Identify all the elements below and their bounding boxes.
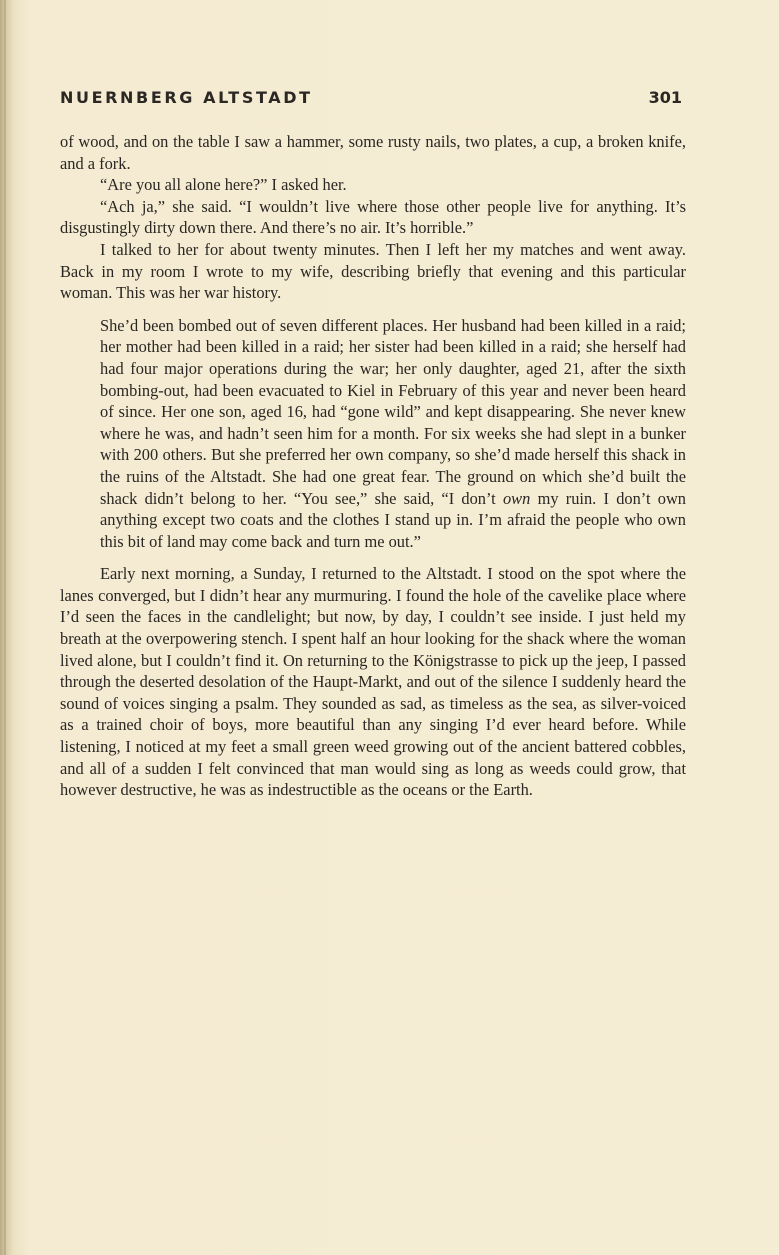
paragraph: I talked to her for about twenty minutes. Then I left her my matches and went away. Back in my room I wrote to my wife, describing briefly that evening and this particular woman. This was her war history. [60,239,686,303]
paragraph: “Ach ja,” she said. “I wouldn’t live where those other people live for anything. It’s disgustingly dirty down there. And there’s no air. It’s horrible.” [60,196,686,238]
quote-text: She’d been bombed out of seven different places. Her husband had been killed in a raid; her mother had been killed in a raid; her sister had been killed in a raid; she herself had had four major operations during the war; her only daughter, aged 21, after the sixth bombing-out, had been evacuated to Kiel in February of this year and never been heard of since. Her one son, aged 16, had “gone wild” and kept disappearing. She never knew where he was, and hadn’t seen him for a month. For six weeks she had slept in a bunker with 200 others. But she preferred her own company, so she’d made herself this shack in the ruins of the Altstadt. She had one great fear. The ground on which she’d built the shack didn’t belong to her. “You see,” she said, “I don’t [100,315,686,508]
page-header [60,88,682,114]
page-gutter-edge [4,0,6,1255]
body-text [60,131,686,801]
paragraph: “Are you all alone here?” I asked her. [100,175,347,195]
paragraph: Early next morning, a Sunday, I returned to the Altstadt. I stood on the spot where the lanes converged, but I didn’t hear any murmuring. I found the hole of the cavelike place where I’d seen the faces in the candlelight; but now, by day, I couldn’t see inside. I just held my breath at the overpowering stench. I spent half an hour looking for the shack where the woman lived alone, but I couldn’t find it. On returning to the Königstrasse to pick up the jeep, I passed through the deserted desolation of the Haupt-Markt, and out of the silence I suddenly heard the sound of voices singing a psalm. They sounded as sad, as timeless as the sea, as silver-voiced as a trained choir of boys, more beautiful than any singing I’d ever heard before. While listening, I noticed at my feet a small green weed growing out of the ancient battered cobbles, and all of a sudden I felt convinced that man would sing as long as weeds could grow, that however destructive, he was as indestructible as the oceans or the Earth. [60,564,686,800]
quote-text: my ruin. I don’t own anything except two coats and the clothes I stand up in. I’m afraid the people who own this bit of land may come back and turn me out.” [100,488,687,551]
page-number: 301 [648,88,682,107]
running-head: NUERNBERG ALTSTADT [60,88,313,107]
quote-emphasis: own [502,488,531,508]
block-quote [100,315,686,553]
paragraph: of wood, and on the table I saw a hammer, some rusty nails, two plates, a cup, a broken knife, and a fork. [60,132,686,173]
